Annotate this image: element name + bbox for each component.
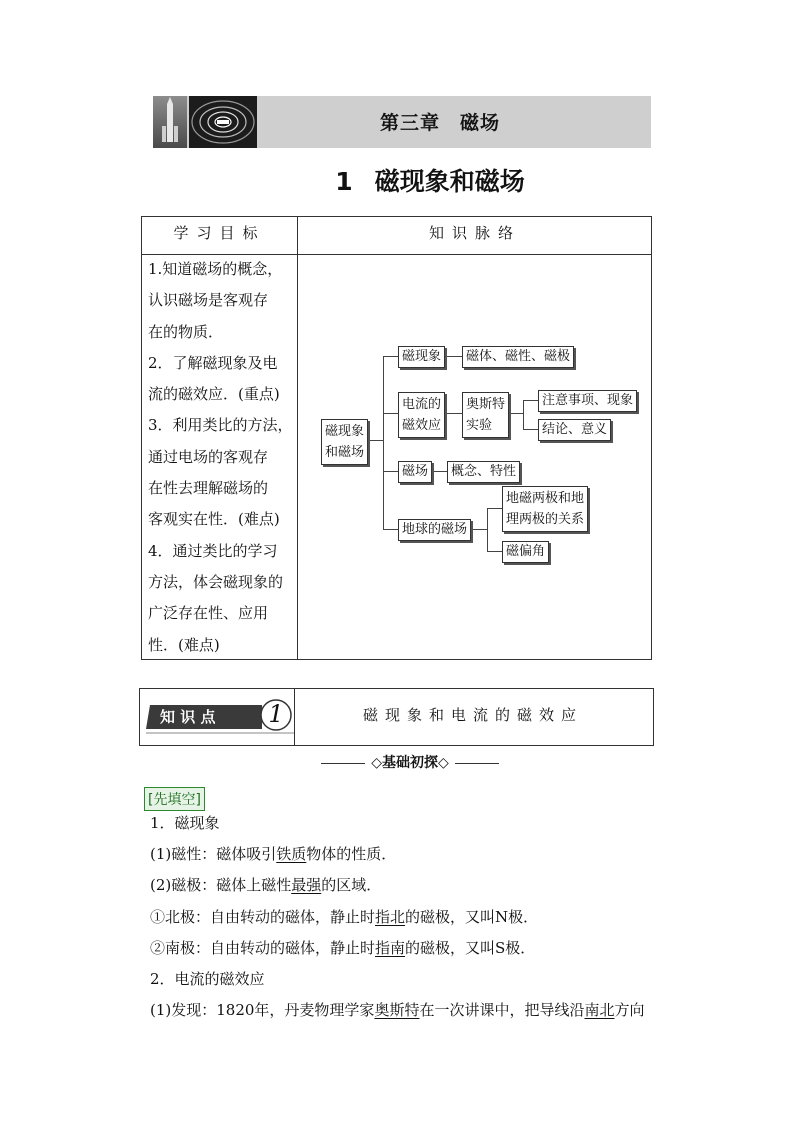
section-heading: 2．电流的磁效应 (150, 970, 265, 988)
map-oersted-line: 实验 (466, 418, 493, 433)
map-connector (383, 471, 398, 472)
map-connector (433, 471, 447, 472)
paragraph: ②南极：自由转动的磁体，静止时指南的磁极，又叫S极． (150, 939, 536, 957)
answer-blank: 铁质 (276, 845, 307, 863)
paragraph: (2)磁极：磁体上磁性最强的区域． (150, 876, 382, 894)
map-connector (487, 508, 488, 551)
objective-line: 在的物质． (148, 322, 224, 341)
map-connector (473, 529, 487, 530)
map-connector (446, 413, 462, 414)
map-connector (366, 440, 383, 441)
objectives-list (148, 254, 294, 661)
table-divider (297, 216, 298, 660)
map-connector (523, 400, 538, 401)
map-earth-field: 地球的磁场 (398, 519, 471, 541)
map-root (321, 419, 368, 465)
knowledge-point-badge (146, 697, 294, 737)
magnetic-field-image (189, 96, 257, 148)
answer-blank: 指南 (375, 939, 406, 957)
map-connector (523, 400, 524, 429)
map-declination: 磁偏角 (502, 541, 549, 563)
map-earth-relation-line: 理两极的关系 (506, 512, 585, 527)
heading-rule (455, 763, 499, 764)
map-phenomenon-detail: 磁体、磁性、磁极 (462, 346, 574, 368)
map-connector (383, 356, 384, 529)
map-magnetic-field: 磁场 (398, 461, 432, 483)
map-earth-relation-line: 地磁两极和地 (506, 491, 585, 506)
objective-line: 通过电场的客观存 (148, 447, 269, 466)
fill-blank-tag: [先填空] (144, 787, 205, 811)
answer-blank: 最强 (291, 876, 322, 894)
map-magnetic-phenomenon: 磁现象 (398, 346, 445, 368)
chapter-title: 第三章 磁场 (379, 112, 500, 134)
map-oersted-conclusion: 结论、意义 (538, 419, 611, 441)
map-connector (487, 508, 502, 509)
map-connector (383, 356, 398, 357)
map-root-line: 磁现象 (325, 424, 365, 439)
col-header-objectives: 学习目标 (173, 224, 266, 242)
objective-line: 4．通过类比的学习 (148, 541, 278, 560)
knowledge-point-divider (294, 688, 295, 746)
answer-blank: 奥斯特 (374, 1001, 420, 1019)
map-connector (509, 413, 523, 414)
answer-blank: 南北 (584, 1001, 615, 1019)
map-earth-relation (502, 486, 588, 532)
objective-line: 方法，体会磁现象的 (148, 572, 284, 591)
rocket-image (153, 96, 187, 148)
objective-line: 客观实在性．(难点) (148, 510, 280, 529)
paragraph: (1)发现：1820年，丹麦物理学家奥斯特在一次讲课中，把导线沿南北方向 (150, 1001, 645, 1019)
map-oersted-notes: 注意事项、现象 (538, 390, 637, 412)
map-connector (487, 551, 502, 552)
lesson-title-text: 磁现象和磁场 (374, 167, 525, 196)
objective-line: 性．(难点) (148, 635, 220, 654)
paragraph: ①北极：自由转动的磁体，静止时指北的磁极，又叫N极． (150, 908, 539, 926)
answer-blank: 指北 (375, 908, 406, 926)
map-oersted-experiment (462, 392, 509, 438)
heading-rule (321, 763, 365, 764)
map-current-effect (398, 392, 445, 438)
knowledge-point-number: 1 (268, 700, 284, 728)
map-field-detail: 概念、特性 (447, 461, 520, 483)
map-oersted-line: 奥斯特 (466, 397, 506, 412)
map-connector (446, 356, 462, 357)
map-connector (523, 429, 538, 430)
objective-line: 2．了解磁现象及电 (148, 353, 278, 372)
sub-heading (290, 752, 530, 772)
map-current-effect-line: 电流的 (402, 397, 442, 412)
knowledge-point-label: 知 识 点 (160, 708, 216, 726)
knowledge-point-title: 磁现象和电流的磁效应 (362, 706, 583, 724)
map-connector (383, 413, 398, 414)
objective-line: 在性去理解磁场的 (148, 479, 269, 498)
map-connector (383, 529, 398, 530)
lesson-title (250, 162, 610, 198)
paragraph: (1)磁性：磁体吸引铁质物体的性质． (150, 845, 397, 863)
objective-line: 认识磁场是客观存 (148, 291, 269, 310)
col-header-knowledge: 知识脉络 (428, 224, 521, 242)
objective-line: 广泛存在性、应用 (148, 604, 269, 623)
lesson-number: 1 (335, 167, 353, 196)
objective-line: 3．利用类比的方法， (148, 416, 293, 435)
section-heading: 1．磁现象 (150, 814, 220, 832)
objective-line: 1.知道磁场的概念， (148, 260, 283, 278)
sub-heading-text: ◇基础初探◇ (371, 755, 449, 771)
objective-line: 流的磁效应．(重点) (148, 385, 280, 404)
map-root-line: 和磁场 (325, 445, 365, 460)
map-current-effect-line: 磁效应 (402, 418, 442, 433)
